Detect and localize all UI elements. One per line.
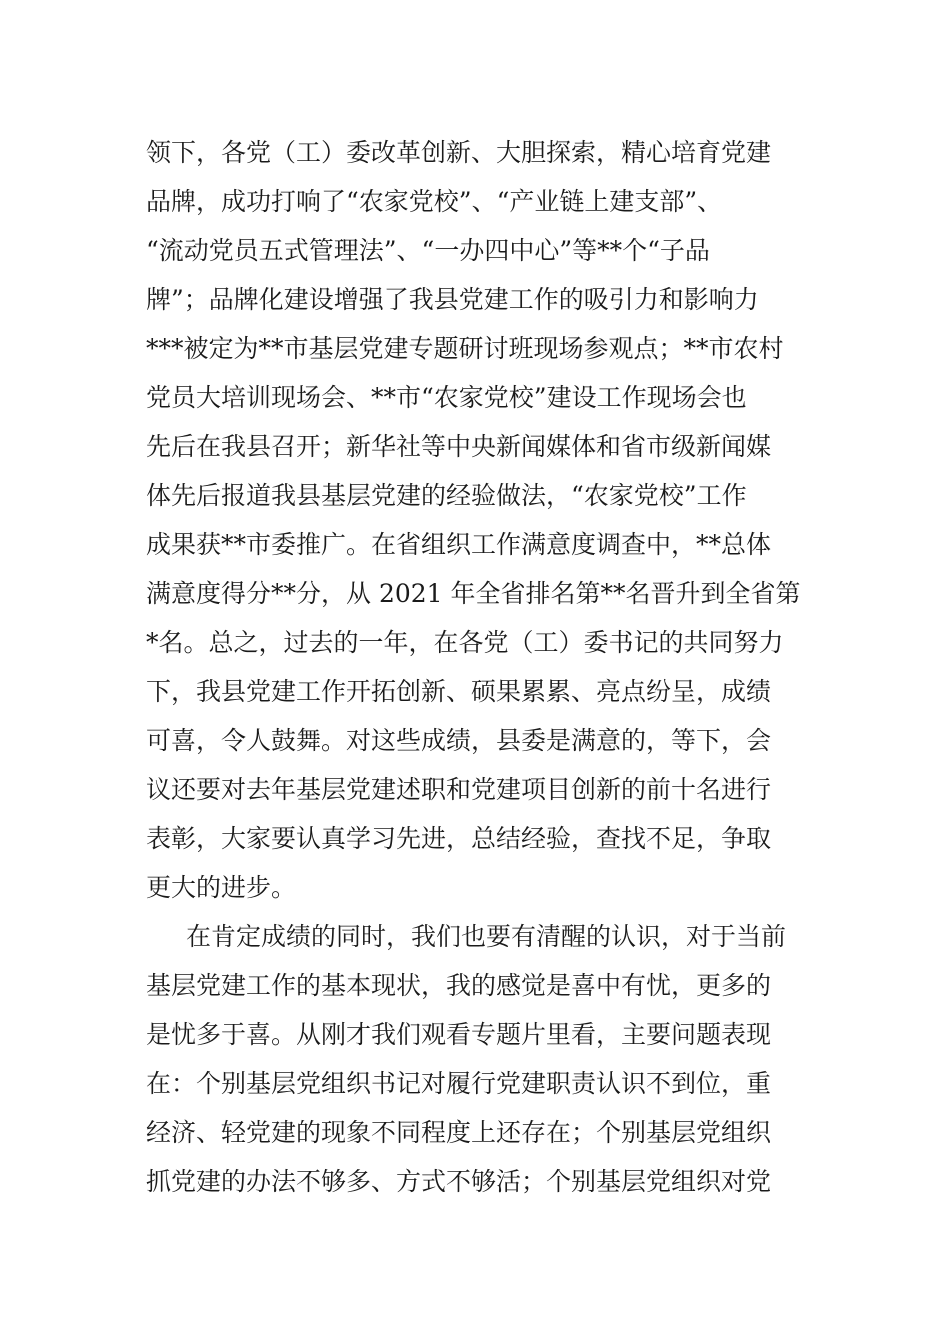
paragraph	[146, 128, 826, 912]
text-line: 可喜，令人鼓舞。对这些成绩，县委是满意的，等下，会	[146, 726, 772, 755]
document-body	[146, 128, 826, 1206]
text-line: *名。总之，过去的一年，在各党（工）委书记的共同努力	[146, 628, 784, 657]
text-line: “流动党员五式管理法”、“一办四中心”等**个“子品	[146, 236, 710, 265]
text-line: 下，我县党建工作开拓创新、硕果累累、亮点纷呈，成绩	[146, 677, 772, 706]
text-line: 领下，各党（工）委改革创新、大胆探索，精心培育党建	[146, 138, 772, 167]
text-line: 满意度得分**分，从 2021 年全省排名第**名晋升到全省第	[146, 579, 801, 608]
text-line: 品牌，成功打响了“农家党校”、“产业链上建支部”、	[146, 187, 723, 216]
text-line: 是忧多于喜。从刚才我们观看专题片里看，主要问题表现	[146, 1020, 772, 1049]
text-line: 经济、轻党建的现象不同程度上还存在；个别基层党组织	[146, 1118, 772, 1147]
text-line: 表彰，大家要认真学习先进，总结经验，查找不足，争取	[146, 824, 772, 853]
text-line: 在肯定成绩的同时，我们也要有清醒的认识，对于当前	[186, 922, 787, 951]
text-line: 更大的进步。	[146, 873, 297, 902]
text-line: 先后在我县召开；新华社等中央新闻媒体和省市级新闻媒	[146, 432, 772, 461]
text-line: 党员大培训现场会、**市“农家党校”建设工作现场会也	[146, 383, 747, 412]
text-line: 牌”；品牌化建设增强了我县党建工作的吸引力和影响力	[146, 285, 759, 314]
text-line: ***被定为**市基层党建专题研讨班现场参观点；**市农村	[146, 334, 784, 363]
text-line: 体先后报道我县基层党建的经验做法，“农家党校”工作	[146, 481, 747, 510]
text-line: 议还要对去年基层党建述职和党建项目创新的前十名进行	[146, 775, 772, 804]
paragraph	[146, 912, 826, 1206]
text-line: 在：个别基层党组织书记对履行党建职责认识不到位，重	[146, 1069, 772, 1098]
text-line: 成果获**市委推广。在省组织工作满意度调查中，**总体	[146, 530, 772, 559]
text-line: 抓党建的办法不够多、方式不够活；个别基层党组织对党	[146, 1167, 772, 1196]
text-line: 基层党建工作的基本现状，我的感觉是喜中有忧，更多的	[146, 971, 772, 1000]
